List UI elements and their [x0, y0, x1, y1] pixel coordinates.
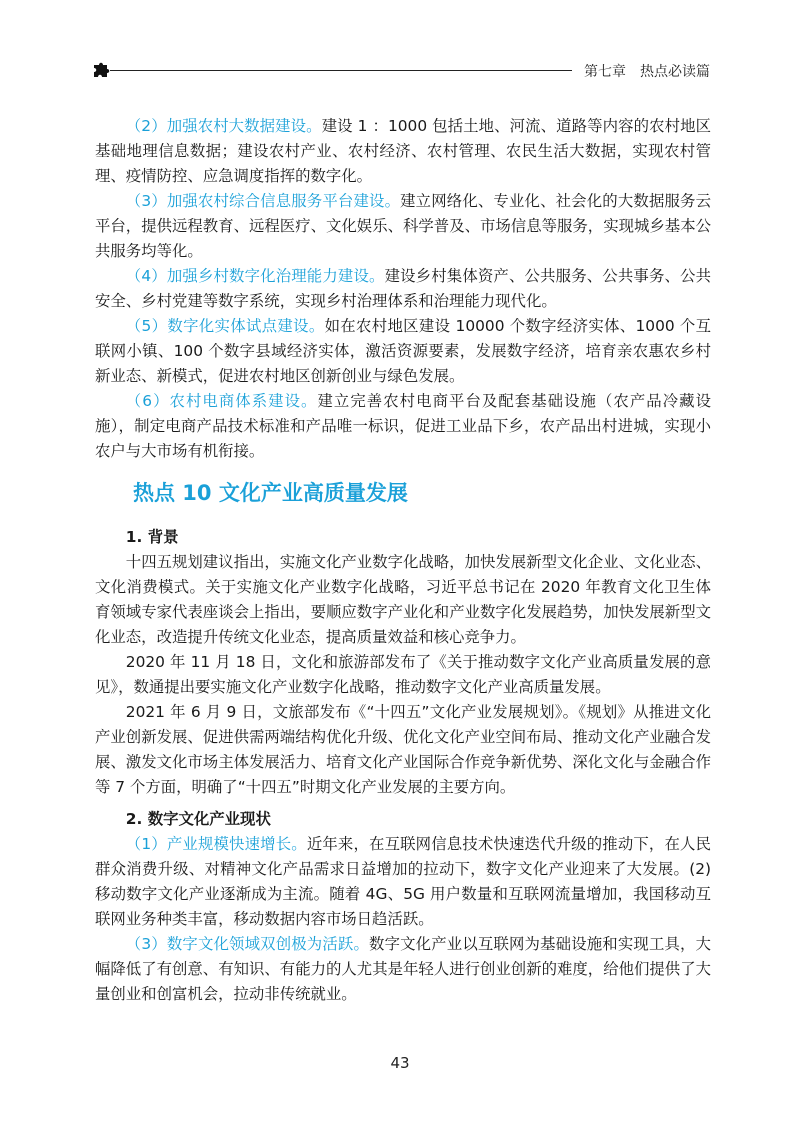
paragraph	[95, 832, 711, 932]
paragraph-text: 如在农村地区建设 10000 个数字经济实体、1000 个互联网小镇、100 个数字县域经济实体，激活资源要素，发展数字经济，培育亲农惠农乡村新业态、新模式，促进农村地区创新创业与绿色发展。	[95, 317, 711, 385]
paragraph: 十四五规划建议指出，实施文化产业数字化战略，加快发展新型文化企业、文化业态、文化消费模式。关于实施文化产业数字化战略，习近平总书记在 2020 年教育文化卫生体育领域专家代表座谈会上指出，要顺应数字产业化和产业数字化发展趋势，加快发展新型文化业态，改造提升传统文化业态，提高质量效益和核心竞争力。	[95, 553, 711, 646]
paragraph-text: 近年来，在互联网信息技术快速迭代升级的推动下，在人民群众消费升级、对精神文化产品需求日益增加的拉动下，数字文化产业迎来了大发展。(2) 移动数字文化产业逐渐成为主流。随着 4G、5G 用户数量和互联网流量增加，我国移动互联网业务种类丰富，移动数据内容市场日趋活跃。	[95, 835, 711, 928]
header-rule	[110, 70, 572, 71]
page-number: 43	[390, 1054, 410, 1072]
paragraph	[95, 114, 711, 189]
paragraph	[95, 932, 711, 1007]
paragraph-lead: （5）数字化实体试点建设。	[125, 317, 325, 335]
paragraph	[95, 314, 711, 389]
paragraph-lead: （4）加强乡村数字化治理能力建设。	[125, 267, 385, 285]
page-header	[92, 56, 710, 84]
paragraph-lead: （1）产业规模快速增长。	[125, 835, 307, 853]
paragraph	[95, 189, 711, 264]
section-title: 热点 10 文化产业高质量发展	[133, 481, 408, 505]
chapter-title: 第七章 热点必读篇	[584, 64, 710, 80]
paragraph-lead: （2）加强农村大数据建设。	[125, 117, 322, 135]
paragraph-text: 建立网络化、专业化、社会化的大数据服务云平台，提供远程教育、远程医疗、文化娱乐、科学普及、市场信息等服务，实现城乡基本公共服务均等化。	[95, 192, 711, 260]
paragraph-lead: （3）数字文化领域双创极为活跃。	[125, 935, 370, 953]
paragraph-text: 建设 1 ：1000 包括土地、河流、道路等内容的农村地区基础地理信息数据；建设农村产业、农村经济、农村管理、农民生活大数据，实现农村管理、疫情防控、应急调度指挥的数字化。	[95, 117, 712, 185]
paragraph-lead: （6）农村电商体系建设。	[125, 392, 318, 410]
paragraph-text: 数字文化产业以互联网为基础设施和实现工具，大幅降低了有创意、有知识、有能力的人尤其是年轻人进行创业创新的难度，给他们提供了大量创业和创富机会，拉动非传统就业。	[95, 935, 711, 1003]
paragraph	[95, 264, 711, 314]
paragraph-text: 建设乡村集体资产、公共服务、公共事务、公共安全、乡村党建等数字系统，实现乡村治理体系和治理能力现代化。	[95, 267, 711, 310]
paragraph: 2021 年 6 月 9 日，文旅部发布《“十四五”文化产业发展规划》。《规划》从推进文化产业创新发展、促进供需两端结构优化升级、优化文化产业空间布局、推动文化产业融合发展、激发文化市场主体发展活力、培育文化产业国际合作竞争新优势、深化文化与金融合作等 7 个方面，明确了“十四五”时期文化产业发展的主要方向。	[95, 703, 711, 796]
subsection-heading: 2. 数字文化产业现状	[125, 810, 271, 828]
paragraph: 2020 年 11 月 18 日，文化和旅游部发布了《关于推动数字文化产业高质量发展的意见》，数通提出要实施文化产业数字化战略，推动数字文化产业高质量发展。	[95, 653, 711, 696]
paragraph-text: 建立完善农村电商平台及配套基础设施（农产品冷藏设施），制定电商产品技术标准和产品唯一标识，促进工业品下乡，农产品出村进城，实现小农户与大市场有机衔接。	[95, 392, 711, 460]
subsection-heading: 1. 背景	[125, 528, 179, 546]
paragraph-lead: （3）加强农村综合信息服务平台建设。	[125, 192, 401, 210]
paragraph	[95, 389, 711, 464]
page-content	[95, 114, 711, 1007]
